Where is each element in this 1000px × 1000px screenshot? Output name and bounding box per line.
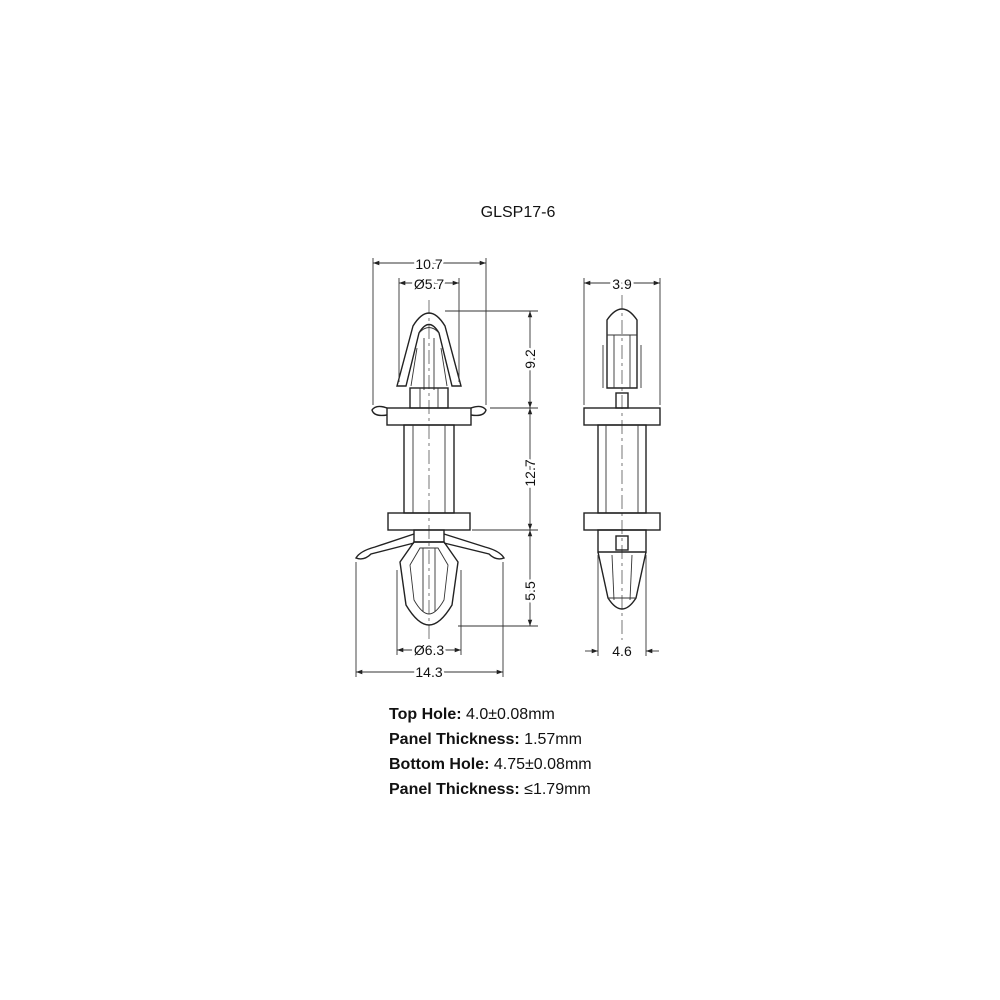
spec-list [389,702,592,802]
front-view [356,256,538,680]
spec-bottom-hole [389,752,592,777]
bottom-clip [356,530,504,625]
spec-label: Panel Thickness: [389,731,520,748]
spec-value: 4.0±0.08mm [461,706,555,723]
spec-label: Bottom Hole: [389,756,490,773]
side-dim-top-width: 3.9 [612,276,632,292]
spec-top-hole [389,702,592,727]
dim-body-height: 12.7 [522,459,538,487]
spec-label: Panel Thickness: [389,781,520,798]
spec-label: Top Hole: [389,706,462,723]
part-number-title: GLSP17-6 [480,204,556,221]
spec-value: ≤1.79mm [519,781,591,798]
spec-value: 1.57mm [519,731,582,748]
spec-top-panel-thickness [389,727,592,752]
dim-bottom-height: 5.5 [522,581,538,601]
spec-value: 4.75±0.08mm [489,756,592,773]
dim-top-diameter: Ø5.7 [413,276,445,292]
dim-top-height: 9.2 [522,349,538,369]
spec-bottom-panel-thickness [389,777,592,802]
side-view [584,276,660,659]
dim-bottom-diameter: Ø6.3 [413,642,445,658]
side-dim-bottom-width: 4.6 [612,643,632,659]
dim-bottom-width: 14.3 [415,664,443,680]
dim-top-width: 10.7 [415,256,443,272]
